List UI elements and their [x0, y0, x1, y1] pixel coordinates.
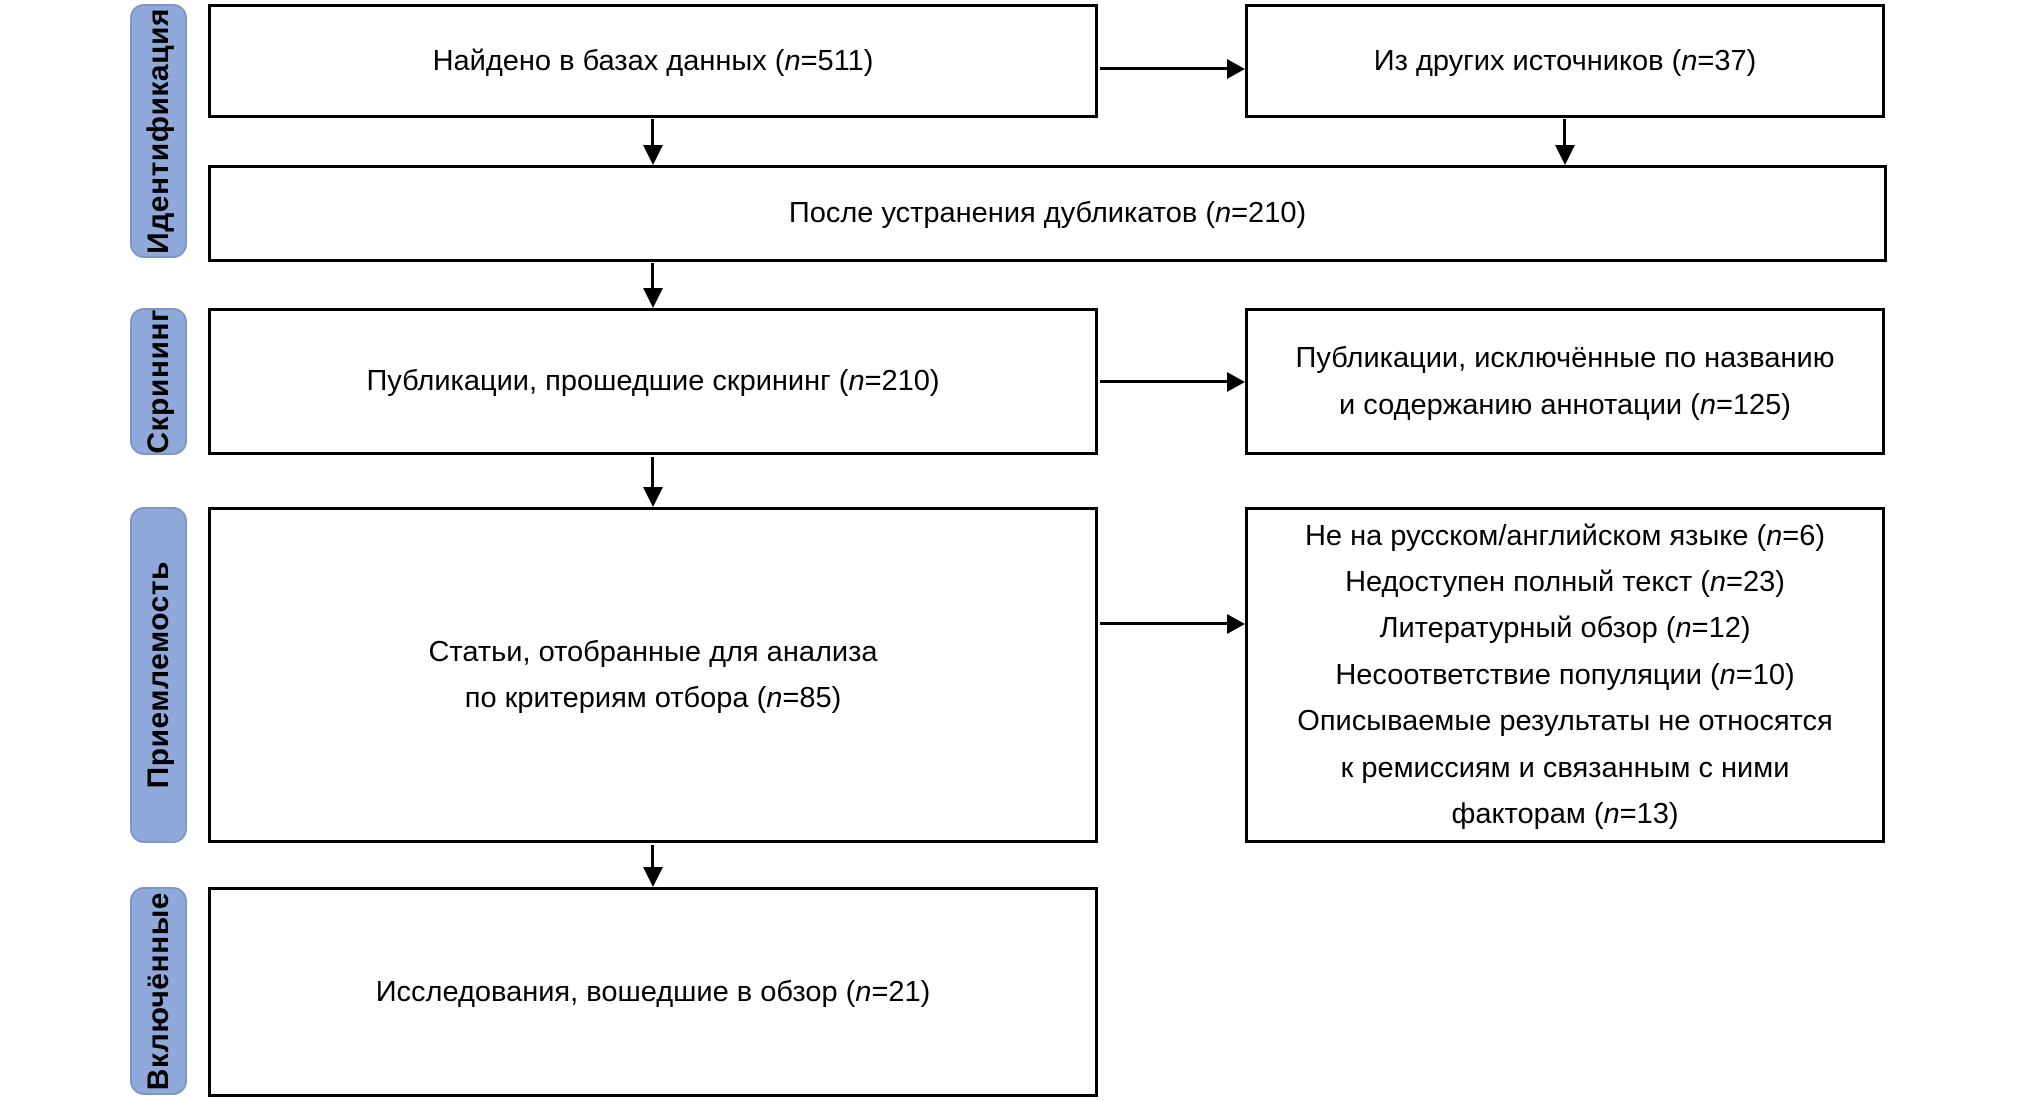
stage-label-screening-text: Скрининг	[141, 309, 175, 454]
arrow-other-to-dedup	[1563, 119, 1566, 145]
stage-label-included	[130, 887, 187, 1095]
box-text-line: Несоответствие популяции (n=10)	[1335, 658, 1795, 691]
arrow-dedup-to-screened	[651, 263, 654, 288]
stage-label-eligibility	[130, 507, 187, 843]
box-text-line: Недоступен полный текст (n=23)	[1345, 566, 1785, 599]
box-text-line: Описываемые результаты не относятся	[1297, 705, 1833, 738]
arrow-found-to-other-sources	[1100, 67, 1227, 70]
box-text-line: Литературный обзор (n=12)	[1379, 612, 1751, 645]
stage-label-screening	[130, 308, 187, 455]
box-screened	[208, 308, 1098, 455]
stage-label-identification-text: Идентификация	[141, 8, 175, 254]
box-found-in-databases	[208, 4, 1098, 118]
box-text-line: Публикации, исключённые по названию	[1295, 342, 1835, 375]
box-text-line: по критериям отбора (n=85)	[464, 682, 842, 714]
box-text-line: и содержанию аннотации (n=125)	[1339, 388, 1791, 421]
box-text-line: Публикации, прошедшие скрининг (n=210)	[366, 365, 940, 398]
box-text-line: к ремиссиям и связанным с ними	[1340, 751, 1790, 784]
box-text-line: Не на русском/английском языке (n=6)	[1304, 519, 1826, 552]
box-other-sources	[1245, 4, 1885, 118]
box-text-line: Из других источников (n=37)	[1373, 44, 1757, 77]
stage-label-included-text: Включённые	[141, 891, 175, 1091]
box-exclusion-reasons	[1245, 507, 1885, 843]
box-text-line: После устранения дубликатов (n=210)	[788, 197, 1307, 230]
stage-label-identification	[130, 4, 187, 258]
box-text-line: Найдено в базах данных (n=511)	[432, 44, 874, 77]
arrow-screened-to-excluded	[1100, 380, 1227, 383]
arrow-screened-to-eligible	[651, 457, 654, 487]
stage-label-eligibility-text: Приемлемость	[141, 561, 175, 789]
box-text-line: факторам (n=13)	[1451, 797, 1679, 830]
box-text-line: Исследования, вошедшие в обзор (n=21)	[375, 975, 931, 1008]
box-eligible-for-analysis	[208, 507, 1098, 843]
arrow-eligible-to-exclusions	[1100, 622, 1227, 625]
box-included-in-review	[208, 887, 1098, 1097]
arrow-found-to-dedup	[651, 119, 654, 145]
box-after-deduplication	[208, 165, 1887, 262]
box-excluded-by-title-abstract	[1245, 308, 1885, 455]
box-text-line: Статьи, отобранные для анализа	[428, 635, 878, 668]
arrow-eligible-to-included	[651, 845, 654, 867]
